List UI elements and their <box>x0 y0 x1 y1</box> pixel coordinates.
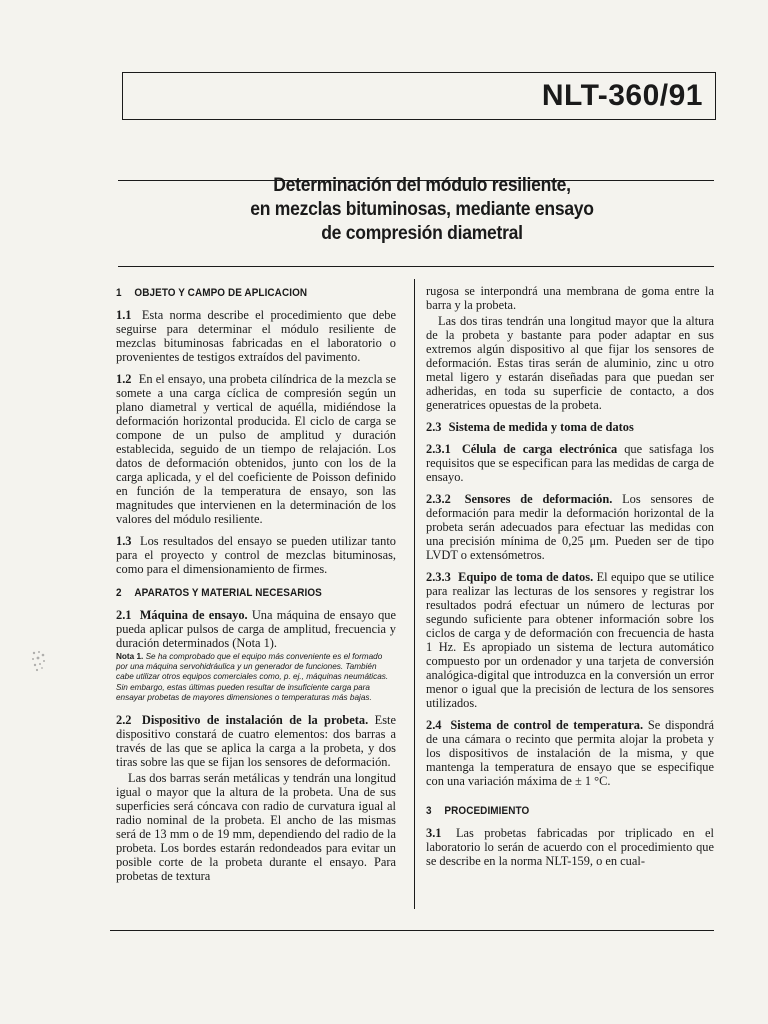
paragraph-2-3-3: 2.3.3 Equipo de toma de datos. El equipo que se utilice para realizar las lecturas de los sensores y registrar los resultados podrá efectuar un número de lecturas por segundo suficiente para obtener información sobre los ciclos de carga y de deformación con frecuencia de hasta 1 Hz. Es apropiado un sistema de lectura automático compuesto por un ordenador y una tarjeta de conversión analógica-digital que introduzca en la conversión un error menor o igual que la precisión de lectura de los sensores utilizados. <box>426 570 714 710</box>
paragraph-1-2: 1.2 En el ensayo, una probeta cilíndrica de la mezcla se somete a una carga cíclica de compresión según un plano diametral y vertical de aquélla, midiéndose la deformación horizontal producida. El ciclo de carga se compone de un pulso de amplitud y duración establecida, seguido de un tiempo de relajación. Los datos de deformación obtenidos, junto con los de la carga aplicada, y el del coeficiente de Poisson definido en función de la temperatura de ensayo, son las magnitudes que intervienen en la determinación de los valores del módulo resiliente. <box>116 372 396 526</box>
title-line-2: en mezclas bituminosas, mediante ensayo <box>250 198 594 220</box>
title-bottom-rule <box>118 266 714 267</box>
footer-rule <box>110 930 714 931</box>
heading-2-3: 2.3 Sistema de medida y toma de datos <box>426 420 634 434</box>
paragraph-2-3-1: 2.3.1 Célula de carga electrónica que satisfaga los requisitos que se especifican para las medidas de carga de ensayo. <box>426 442 714 484</box>
paragraph-2-2-barras: Las dos barras serán metálicas y tendrán una longitud igual o mayor que la altura de la probeta. Una de sus superficies será cóncava con radio de curvatura igual al radio nominal de la probeta. El ancho de las mismas será de 13 mm o de 19 mm, dependiendo del radio de la probeta. Los bordes estarán redondeados para evitar un posible corte de la probeta durante el ensayo. Para probetas de textura <box>116 771 396 884</box>
paragraph-3-1: 3.1 Las probetas fabricadas por triplicado en el laboratorio lo serán de acuerdo con el procedimiento que se describe en la norma NLT-159, o en cual- <box>426 826 714 868</box>
section-1-heading: 1 OBJETO Y CAMPO DE APLICACION <box>116 287 308 299</box>
title-line-3: de compresión diametral <box>321 222 523 244</box>
paragraph-2-2: 2.2 Dispositivo de instalación de la probeta. Este dispositivo constará de cuatro elementos: dos barras a través de las que se aplica la carga a la probeta, y dos tiras sobre las que se fijan los sensores de deformación. <box>116 713 396 770</box>
standard-code-box <box>122 72 716 120</box>
paragraph-1-3: 1.3 Los resultados del ensayo se pueden utilizar tanto para el proyecto y control de mezclas bituminosas, como para el dimensionamiento de firmes. <box>116 534 396 576</box>
scan-smudge-icon <box>28 648 50 674</box>
paragraph-2-1: 2.1 Máquina de ensayo. Una máquina de ensayo que pueda aplicar pulsos de carga de amplitud, frecuencia y duración determinados (Nota 1). <box>116 608 396 650</box>
right-column <box>426 284 714 876</box>
paragraph-continued: rugosa se interpondrá una membrana de goma entre la barra y la probeta. <box>426 284 714 312</box>
paragraph-2-3-2: 2.3.2 Sensores de deformación. Los sensores de deformación para medir la deformación horizontal de la probeta serán adecuados para efectuar las medidas con una precisión mínima de 0,25 μm. Pueden ser de tipo LVDT o extensómetros. <box>426 492 714 562</box>
paragraph-1-1: 1.1 Esta norma describe el procedimiento que debe seguirse para determinar el módulo resiliente de mezclas bituminosas fabricadas en el laboratorio o provenientes de testigos extraídos del pavimento. <box>116 308 396 364</box>
title-line-1: Determinación del módulo resiliente, <box>273 174 571 196</box>
column-divider <box>414 279 415 909</box>
left-column <box>116 276 396 891</box>
section-2-heading: 2 APARATOS Y MATERIAL NECESARIOS <box>116 587 322 599</box>
document-title <box>168 173 676 245</box>
paragraph-tiras: Las dos tiras tendrán una longitud mayor que la altura de la probeta y bastante para poder adaptar en sus extremos algún dispositivo al que fijar los sensores de deformación. Estas tiras serán de aluminio, zinc u otro metal ligero y estarán diseñadas para que puedan ser adheridas, en toda su superficie de contacto, a dos generatrices opuestas de la probeta. <box>426 314 714 412</box>
note-1: Nota 1. Se ha comprobado que el equipo más conveniente es el formado por una máquina servohidráulica y un generador de funciones. También cabe utilizar otros equipos comerciales como, p. ej., máquinas neumáticas. Sin embargo, estas últimas pueden resultar de insuficiente carga para ensayar probetas de mayores dimensiones o temperaturas más bajas. <box>116 652 389 702</box>
standard-code: NLT-360/91 <box>541 79 703 112</box>
paragraph-2-4: 2.4 Sistema de control de temperatura. Se dispondrá de una cámara o recinto que permita alojar la probeta y los dispositivos de instalación de la misma, y que mantenga la temperatura de ensayo que se especifique con una variación máxima de ± 1 °C. <box>426 718 714 788</box>
section-3-heading: 3 PROCEDIMIENTO <box>426 805 530 817</box>
